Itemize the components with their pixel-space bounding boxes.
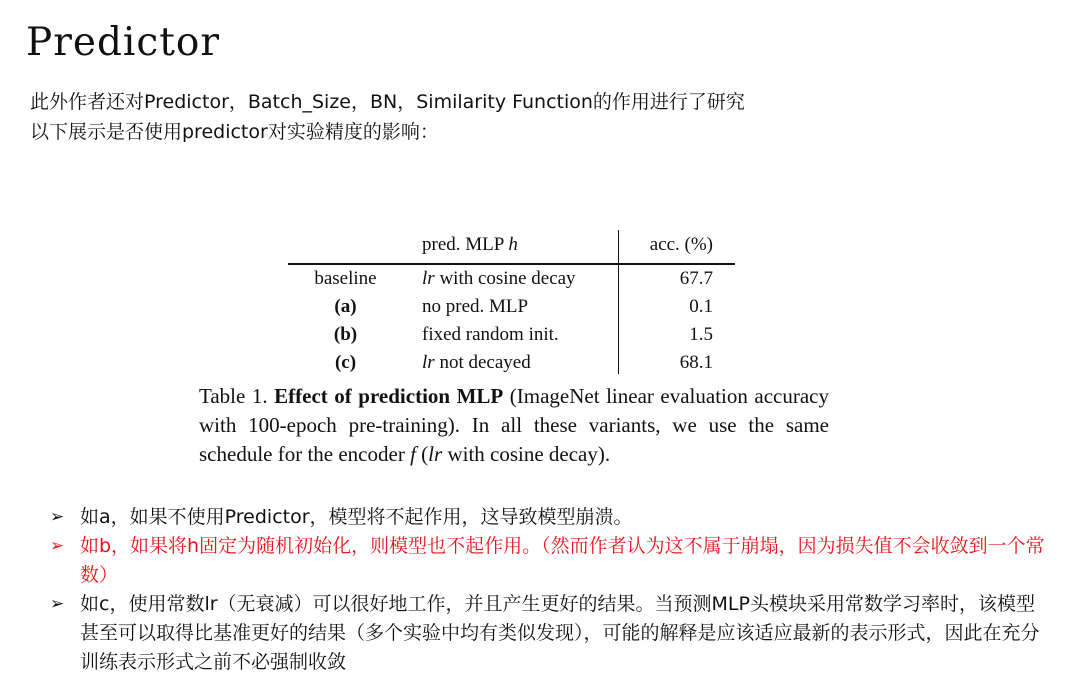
row-desc: lr with cosine decay — [422, 268, 576, 289]
table-row — [288, 265, 735, 293]
results-table — [288, 230, 735, 377]
intro-paragraph — [30, 87, 745, 147]
header-col3: acc. (%) — [649, 234, 713, 255]
bullet-item-c — [50, 590, 1050, 677]
arrow-bullet-icon: ➢ — [50, 594, 65, 614]
arrow-bullet-icon: ➢ — [50, 507, 65, 527]
bullet-item-b — [50, 532, 1050, 590]
row-desc: no pred. MLP — [422, 296, 529, 317]
bullet-text: 如c，使用常数lr（无衰减）可以很好地工作，并且产生更好的结果。当预测MLP头模块采用常数学习率时，该模型甚至可以取得比基准更好的结果（多个实验中均有类似发现），可能的解释是应该适应最新的表示形式，因此在充分训练表示形式之前不必强制收敛 — [80, 593, 1040, 673]
row-label: (a) — [334, 296, 357, 317]
bullet-text: 如b，如果将h固定为随机初始化，则模型也不起作用。（然而作者认为这不属于崩塌，因为损失值不会收敛到一个常数） — [80, 535, 1045, 586]
row-acc: 67.7 — [679, 268, 713, 289]
bullet-item-a — [50, 503, 1050, 532]
intro-line-1: 此外作者还对Predictor，Batch_Size，BN，Similarity Function的作用进行了研究 — [30, 91, 745, 113]
table-caption: Table 1. Effect of prediction MLP (ImageNet linear evaluation accuracy with 100-epoch pre-training). In all these variants, we use the same schedule for the encoder f (lr with cosine decay). — [199, 384, 829, 466]
row-label: baseline — [314, 268, 377, 289]
row-desc: fixed random init. — [422, 324, 559, 345]
arrow-bullet-icon: ➢ — [50, 536, 65, 556]
bullet-text: 如a，如果不使用Predictor，模型将不起作用，这导致模型崩溃。 — [80, 506, 633, 528]
row-acc: 0.1 — [689, 296, 713, 317]
row-acc: 68.1 — [679, 352, 713, 373]
page-title: Predictor — [26, 20, 221, 65]
table-row — [288, 321, 735, 349]
row-label: (c) — [334, 352, 357, 373]
row-acc: 1.5 — [689, 324, 713, 345]
bullet-list — [50, 503, 1050, 677]
intro-line-2: 以下展示是否使用predictor对实验精度的影响： — [30, 121, 439, 143]
row-desc: lr not decayed — [422, 352, 531, 373]
table-header-row — [288, 230, 735, 265]
row-label: (b) — [333, 324, 358, 345]
table-row — [288, 349, 735, 377]
table-row — [288, 293, 735, 321]
header-col2: pred. MLP h — [422, 234, 518, 255]
